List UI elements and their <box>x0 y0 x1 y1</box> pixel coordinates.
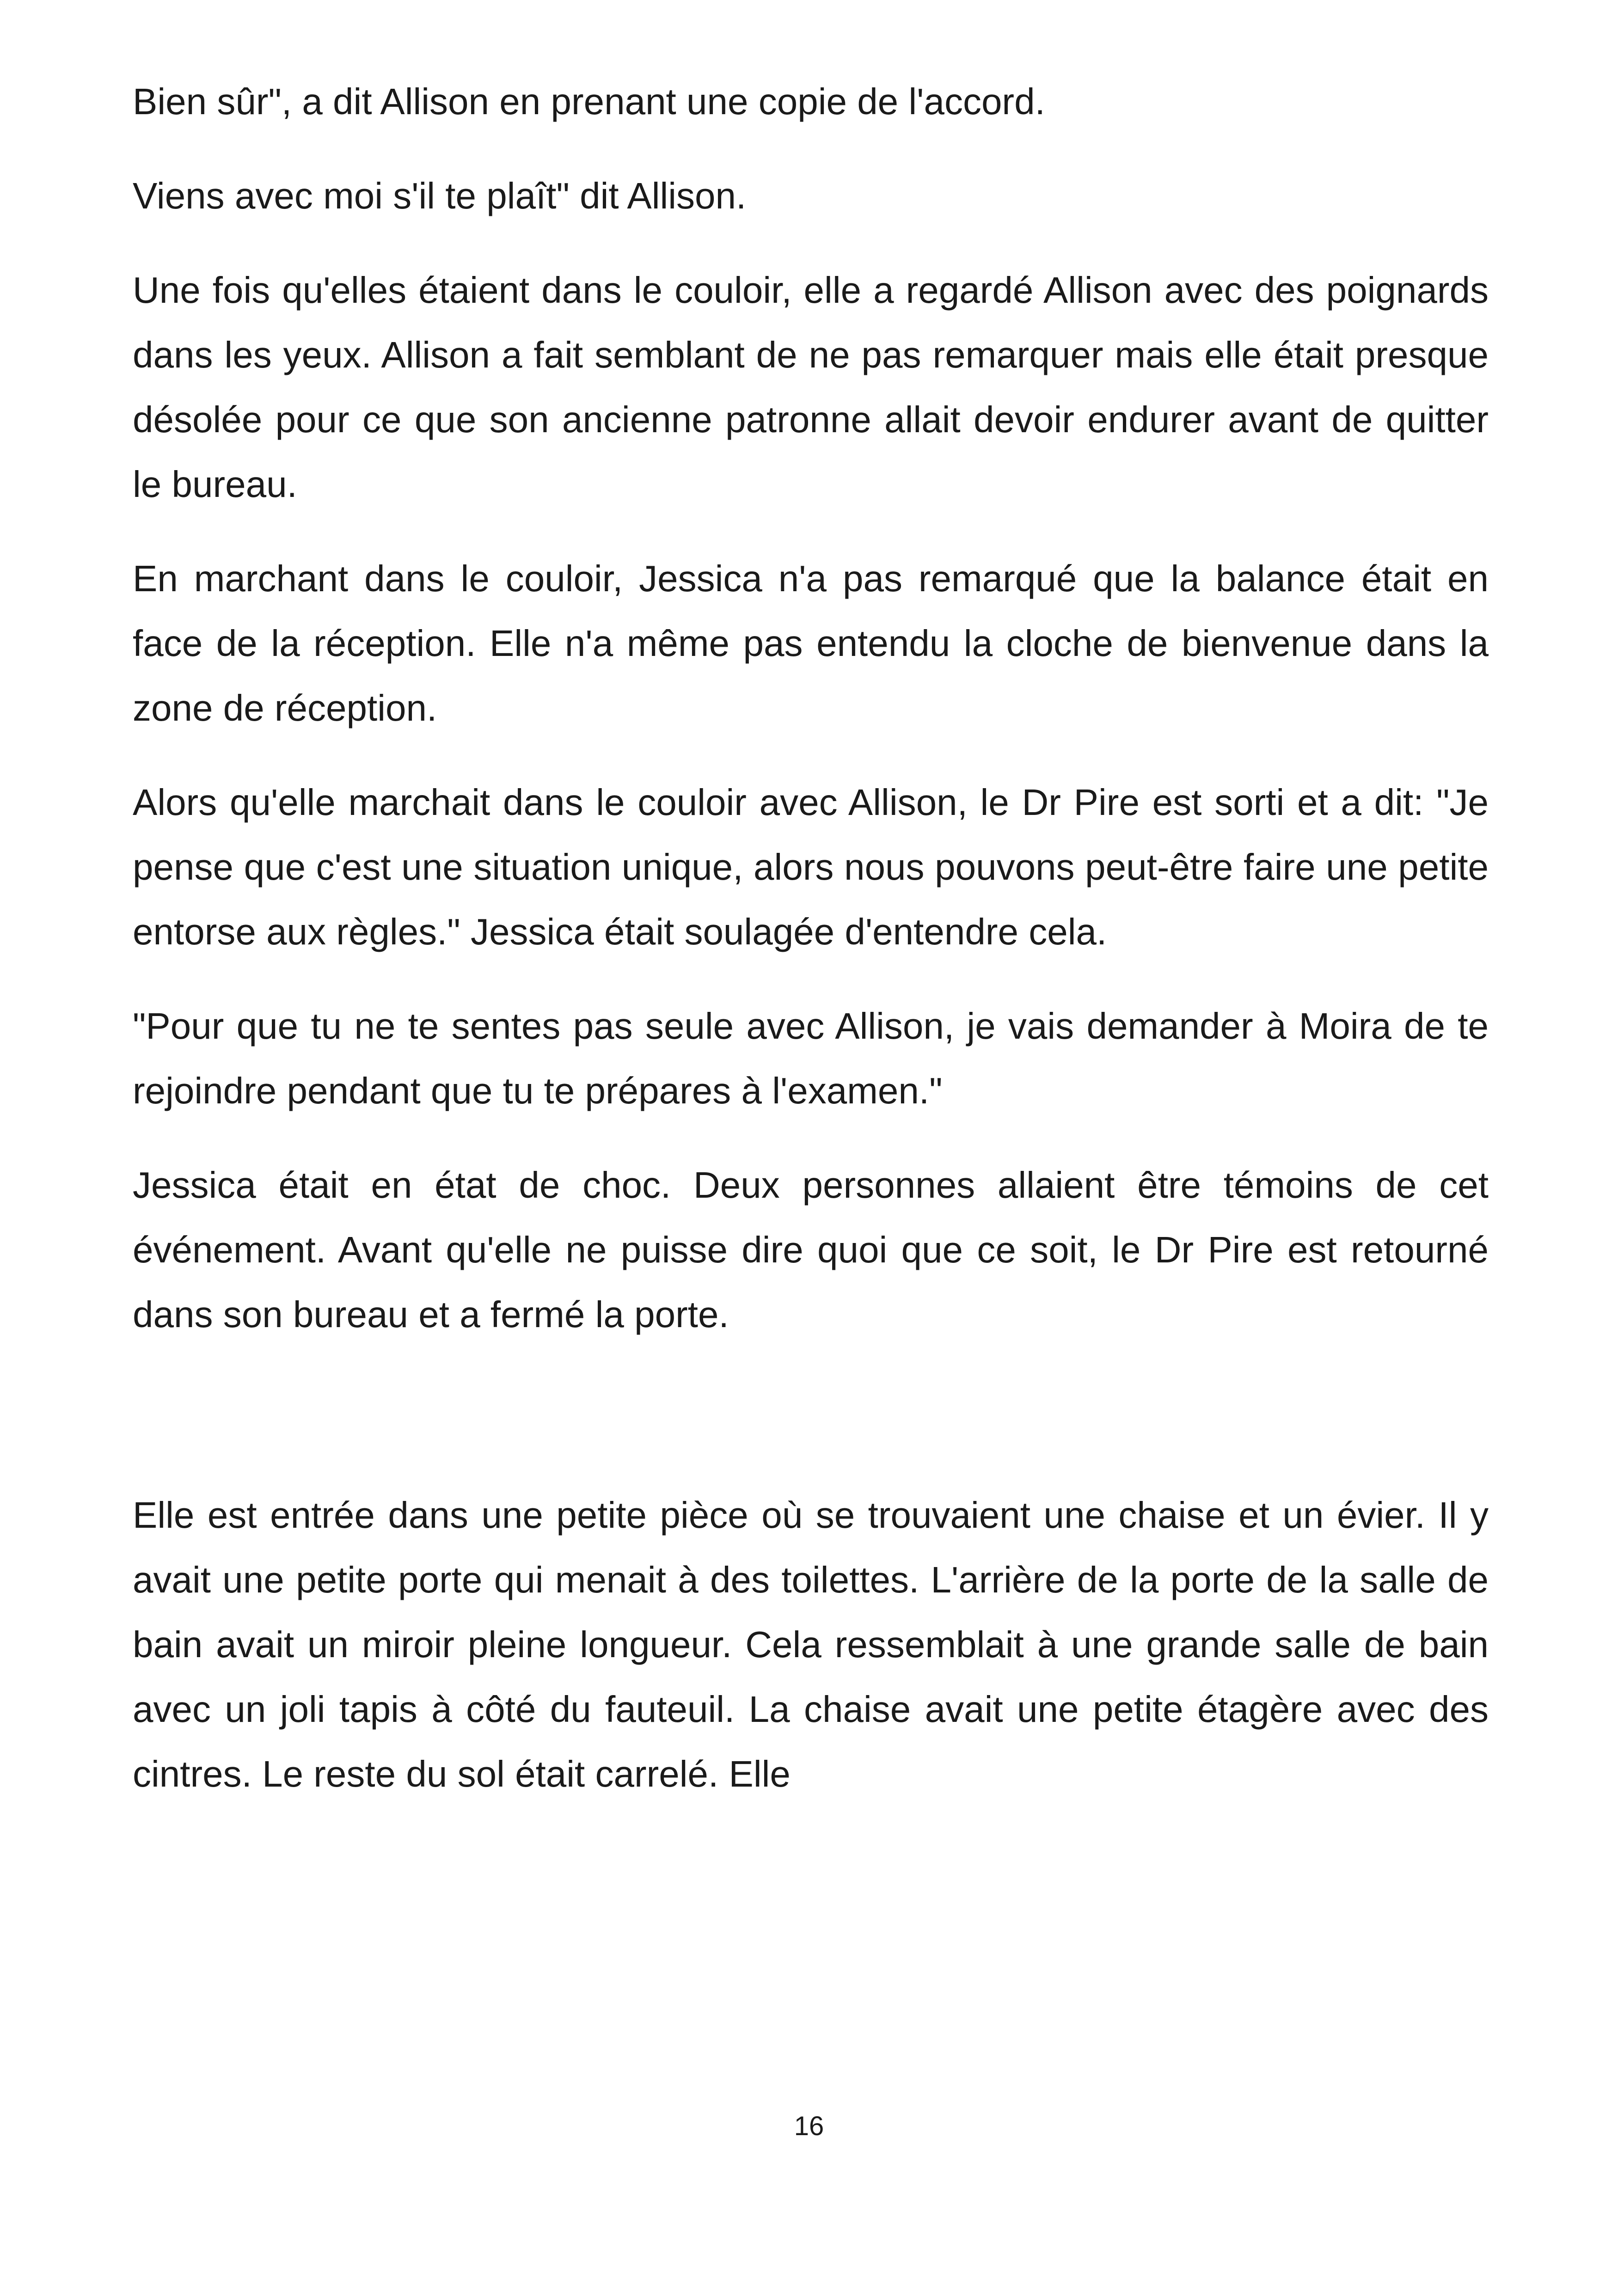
paragraph-1: Bien sûr", a dit Allison en prenant une copie de l'accord. <box>133 81 1045 122</box>
section-break-space <box>133 1377 1489 1483</box>
paragraph-5: Alors qu'elle marchait dans le couloir avec Allison, le Dr Pire est sorti et a dit: "Je pense que c'est une situation unique, alors nous pouvons peut-être faire une petite entorse aux règles." Jessica était soulagée d'entendre cela. <box>133 782 1489 952</box>
body-text <box>133 69 1489 1836</box>
paragraph-7: Jessica était en état de choc. Deux personnes allaient être témoins de cet événement. Avant qu'elle ne puisse dire quoi que ce soit, le Dr Pire est retourné dans son bureau et a fermé la porte. <box>133 1164 1489 1335</box>
paragraph-4: En marchant dans le couloir, Jessica n'a pas remarqué que la balance était en face de la réception. Elle n'a même pas entendu la cloche de bienvenue dans la zone de réception. <box>133 558 1489 729</box>
paragraph-2: Viens avec moi s'il te plaît" dit Allison. <box>133 175 747 216</box>
paragraph-8: Elle est entrée dans une petite pièce où se trouvaient une chaise et un évier. Il y avait une petite porte qui menait à des toilettes. L'arrière de la porte de la salle de bain avait un miroir pleine longueur. Cela ressemblait à une grande salle de bain avec un joli tapis à côté du fauteuil. La chaise avait une petite étagère avec des cintres. Le reste du sol était carrelé. Elle <box>133 1494 1489 1794</box>
page-number: 16 <box>794 2111 824 2141</box>
paragraph-6: "Pour que tu ne te sentes pas seule avec Allison, je vais demander à Moira de te rejoindre pendant que tu te prépares à l'examen." <box>133 1005 1489 1111</box>
paragraph-3: Une fois qu'elles étaient dans le couloir, elle a regardé Allison avec des poignards dans les yeux. Allison a fait semblant de ne pas remarquer mais elle était presque désolée pour ce que son ancienne patronne allait devoir endurer avant de quitter le bureau. <box>133 269 1489 505</box>
